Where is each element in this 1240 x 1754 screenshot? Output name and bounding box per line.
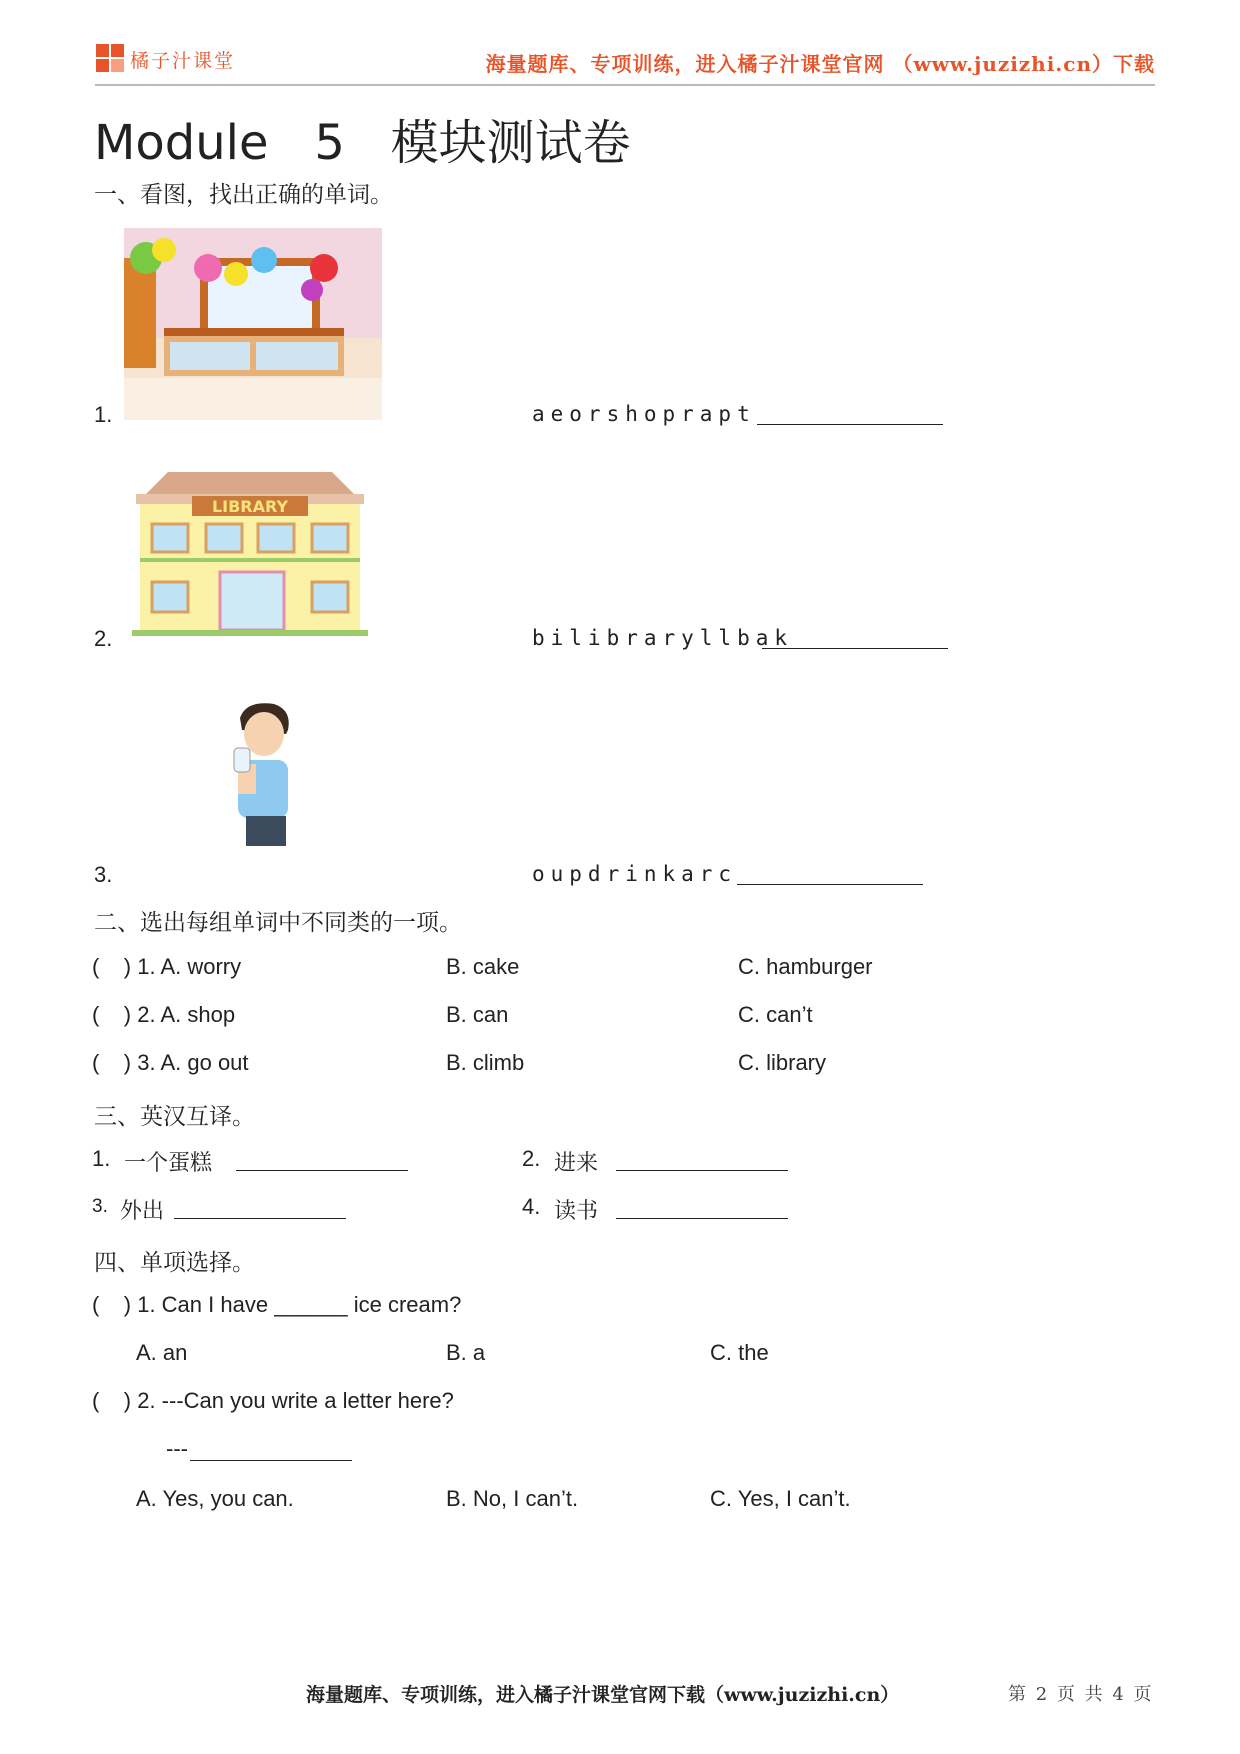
shop-picture (124, 228, 382, 420)
s3-item3-answer-blank[interactable] (174, 1196, 346, 1219)
s3-item4-number: 4. (522, 1194, 541, 1219)
s2-row1-option-b: B. cake (446, 954, 520, 979)
footer-slogan: 海量题库、专项训练，进入橘子汁课堂官网下载（www.juzizhi.cn） (306, 1684, 900, 1706)
s3-item4-text: 读书 (554, 1199, 599, 1224)
s2-row1-option-c: C. hamburger (738, 954, 873, 979)
brand-name: 橘子汁课堂 (130, 50, 236, 72)
section4-heading: 四、单项选择。 (94, 1250, 255, 1276)
s4-q1-question: ( ) 1. Can I have ______ ice cream? (92, 1292, 462, 1317)
s3-item3-number: 3. (92, 1196, 108, 1217)
section1-heading: 一、看图，找出正确的单词。 (94, 182, 393, 208)
s4-q2-answer-blank[interactable] (190, 1438, 352, 1461)
s2-row2-question: ( ) 2. A. shop (92, 1002, 236, 1027)
boy-drinking-picture (226, 700, 302, 850)
s1-item3-letters: oupdrinkarc (532, 862, 738, 886)
s1-item1-number: 1. (94, 402, 113, 427)
header-divider (95, 84, 1155, 86)
library-picture (132, 470, 368, 636)
s4-q1-option-b: B. a (446, 1340, 486, 1365)
s3-item2-answer-blank[interactable] (616, 1148, 788, 1171)
s4-q2-option-b: B. No, I can’t. (446, 1486, 579, 1511)
s1-item2-letters: bilibraryllbak (532, 626, 794, 650)
section2-heading: 二、选出每组单词中不同类的一项。 (94, 910, 462, 936)
s3-item1-answer-blank[interactable] (236, 1148, 408, 1171)
s4-q2-answer-prefix: --- (166, 1436, 188, 1461)
s1-item2-number: 2. (94, 626, 113, 651)
s1-item3-number: 3. (94, 862, 113, 887)
s3-item1-text: 一个蛋糕 (124, 1151, 213, 1176)
s2-row3-option-b: B. climb (446, 1050, 525, 1075)
s3-item1-number: 1. (92, 1146, 111, 1171)
s2-row3-option-c: C. library (738, 1050, 827, 1075)
page-title: Module 5 模块测试卷 (94, 115, 631, 171)
page-number: 第 2 页 共 4 页 (1008, 1684, 1154, 1705)
s1-item2-answer-blank[interactable] (762, 626, 948, 649)
s1-item3-answer-blank[interactable] (737, 862, 923, 885)
s2-row1-question: ( ) 1. A. worry (92, 954, 242, 979)
s4-q1-option-c: C. the (710, 1340, 769, 1365)
s4-q2-question: ( ) 2. ---Can you write a letter here? (92, 1388, 454, 1413)
s4-q2-option-c: C. Yes, I can’t. (710, 1486, 851, 1511)
header-slogan: 海量题库、专项训练，进入橘子汁课堂官网 （www.juzizhi.cn）下载 (485, 52, 1155, 76)
s1-item1-answer-blank[interactable] (757, 402, 943, 425)
s1-item1-letters: aeorshoprapt (532, 402, 756, 426)
s3-item2-number: 2. (522, 1146, 541, 1171)
s4-q2-option-a: A. Yes, you can. (136, 1486, 294, 1511)
library-sign-text: LIBRARY (211, 497, 289, 516)
s2-row2-option-b: B. can (446, 1002, 509, 1027)
s3-item4-answer-blank[interactable] (616, 1196, 788, 1219)
s3-item3-text: 外出 (120, 1199, 165, 1224)
brand-logo-icon (96, 44, 126, 74)
s2-row2-option-c: C. can’t (738, 1002, 813, 1027)
s2-row3-question: ( ) 3. A. go out (92, 1050, 249, 1075)
s4-q1-option-a: A. an (136, 1340, 188, 1365)
section3-heading: 三、英汉互译。 (94, 1104, 255, 1130)
s3-item2-text: 进来 (554, 1151, 599, 1176)
